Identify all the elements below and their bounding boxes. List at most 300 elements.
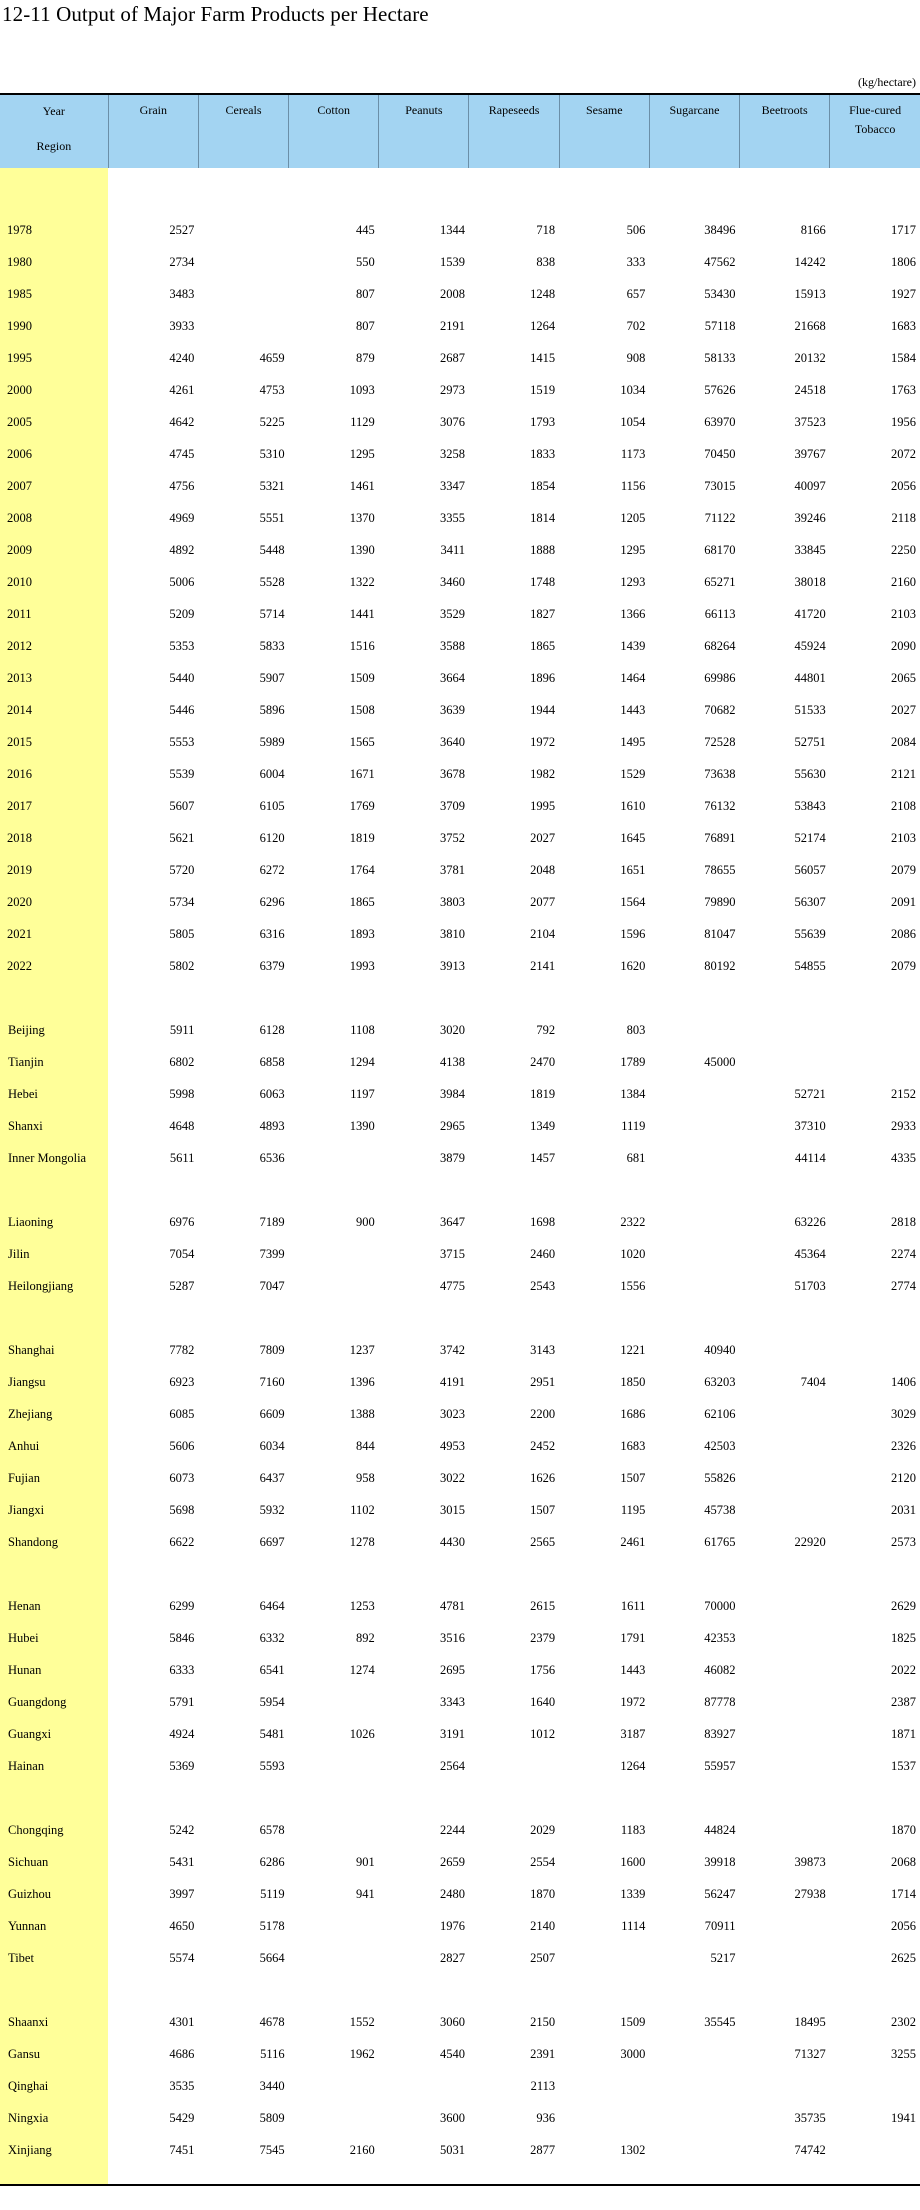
table-row (0, 1334, 920, 1366)
spacer-cell (830, 168, 920, 214)
value-cell (740, 1462, 830, 1494)
spacer-cell (379, 168, 469, 214)
value-cell: 3029 (891, 1406, 916, 1421)
value-cell: 1205 (620, 510, 646, 525)
value-cell (740, 1942, 830, 1974)
value-cell: 2029 (530, 1822, 556, 1837)
value-cell: 792 (536, 1022, 556, 1037)
column-header-peanuts: Peanuts (379, 95, 469, 168)
value-cell: 2072 (891, 446, 916, 461)
value-cell: 4969 (169, 510, 195, 525)
value-cell (740, 1910, 830, 1942)
value-cell: 6105 (259, 798, 285, 813)
value-cell (559, 2102, 649, 2134)
spacer-cell (469, 1558, 559, 1590)
spacer-cell (830, 1782, 920, 1814)
region-label: Hunan (0, 1654, 108, 1686)
value-cell: 2091 (891, 894, 916, 909)
table-row (0, 246, 920, 278)
value-cell: 81047 (704, 926, 736, 941)
value-cell: 2460 (530, 1246, 556, 1261)
value-cell: 2322 (620, 1214, 646, 1229)
spacer-cell (649, 1782, 739, 1814)
value-cell: 2191 (439, 318, 465, 333)
table-row (0, 1526, 920, 1558)
region-label: Jilin (0, 1238, 108, 1270)
value-cell: 76891 (704, 830, 736, 845)
value-cell: 2302 (891, 2014, 916, 2029)
table-row (0, 2134, 920, 2166)
value-cell: 2573 (891, 1534, 916, 1549)
table-row (0, 534, 920, 566)
region-label: Guangxi (0, 1718, 108, 1750)
value-cell: 3516 (439, 1630, 465, 1645)
value-cell: 3715 (439, 1246, 465, 1261)
region-label: Inner Mongolia (0, 1142, 108, 1174)
table-row (0, 342, 920, 374)
spacer-cell (0, 1302, 108, 1334)
value-cell: 5989 (259, 734, 285, 749)
table-row (0, 1110, 920, 1142)
value-cell: 5714 (259, 606, 285, 621)
year-label: 2015 (0, 726, 108, 758)
spacer-cell (379, 1558, 469, 1590)
value-cell: 4893 (259, 1118, 285, 1133)
table-row (0, 1270, 920, 1302)
value-cell: 1756 (530, 1662, 556, 1677)
value-cell: 1388 (349, 1406, 375, 1421)
value-cell: 65271 (704, 574, 736, 589)
value-cell (740, 1654, 830, 1686)
value-cell: 3664 (439, 670, 465, 685)
value-cell: 62106 (704, 1406, 736, 1421)
value-cell: 1539 (439, 254, 465, 269)
value-cell: 5911 (169, 1022, 195, 1037)
value-cell: 3483 (169, 286, 195, 301)
value-cell: 1173 (620, 446, 646, 461)
table-row (0, 438, 920, 470)
value-cell: 6609 (259, 1406, 285, 1421)
value-cell: 5431 (169, 1854, 195, 1869)
value-cell: 6128 (259, 1022, 285, 1037)
value-cell: 5791 (169, 1694, 195, 1709)
value-cell: 15913 (794, 286, 826, 301)
value-cell: 3076 (439, 414, 465, 429)
value-cell (289, 1142, 379, 1174)
value-cell: 901 (356, 1854, 375, 1869)
value-cell: 1537 (891, 1758, 916, 1773)
value-cell: 1108 (350, 1022, 375, 1037)
value-cell: 958 (356, 1470, 375, 1485)
table-row (0, 278, 920, 310)
value-cell: 2951 (530, 1374, 556, 1389)
value-cell: 1507 (620, 1470, 646, 1485)
value-cell: 1564 (620, 894, 646, 909)
spacer-cell (289, 1974, 379, 2006)
table-row (0, 1142, 920, 1174)
value-cell: 445 (356, 222, 375, 237)
spacer-cell (108, 1974, 198, 2006)
value-cell: 71327 (794, 2046, 826, 2061)
value-cell: 7054 (169, 1246, 195, 1261)
value-cell (289, 1686, 379, 1718)
value-cell: 39918 (704, 1854, 736, 1869)
value-cell: 21668 (794, 318, 826, 333)
value-cell: 1020 (620, 1246, 646, 1261)
value-cell: 6858 (259, 1054, 285, 1069)
value-cell: 1221 (620, 1342, 646, 1357)
value-cell: 40097 (794, 478, 826, 493)
value-cell: 1390 (349, 1118, 375, 1133)
spacer-cell (469, 1302, 559, 1334)
year-label: 2014 (0, 694, 108, 726)
value-cell: 2086 (891, 926, 916, 941)
year-label: 2005 (0, 406, 108, 438)
value-cell: 908 (626, 350, 646, 365)
value-cell: 1509 (349, 670, 375, 685)
value-cell: 6622 (169, 1534, 195, 1549)
value-cell: 73015 (704, 478, 736, 493)
value-cell: 2480 (439, 1886, 465, 1901)
spacer-cell (649, 1974, 739, 2006)
value-cell: 3529 (439, 606, 465, 621)
spacer-cell (0, 1974, 108, 2006)
value-cell: 5225 (259, 414, 285, 429)
table-row (0, 566, 920, 598)
value-cell (198, 278, 288, 310)
value-cell: 2108 (891, 798, 916, 813)
spacer-cell (740, 168, 830, 214)
value-cell: 2391 (530, 2046, 556, 2061)
value-cell: 4781 (439, 1598, 465, 1613)
table-row (0, 1430, 920, 1462)
spacer-cell (469, 2166, 559, 2184)
table-row (0, 2102, 920, 2134)
table-row (0, 790, 920, 822)
value-cell: 3984 (439, 1086, 465, 1101)
value-cell: 1671 (349, 766, 375, 781)
year-label: 2016 (0, 758, 108, 790)
table-row (0, 1462, 920, 1494)
spacer-row (0, 1974, 920, 2006)
value-cell: 7189 (259, 1214, 285, 1229)
value-cell: 3639 (439, 702, 465, 717)
value-cell: 2160 (349, 2142, 375, 2157)
value-cell: 6286 (259, 1854, 285, 1869)
region-label: Shanghai (0, 1334, 108, 1366)
value-cell (198, 246, 288, 278)
table-row (0, 1590, 920, 1622)
value-cell: 1443 (620, 1662, 646, 1677)
value-cell: 2031 (891, 1502, 916, 1517)
value-cell: 44801 (794, 670, 826, 685)
value-cell: 6923 (169, 1374, 195, 1389)
value-cell: 4924 (169, 1726, 195, 1741)
value-cell (740, 1494, 830, 1526)
value-cell: 51533 (794, 702, 826, 717)
value-cell: 3803 (439, 894, 465, 909)
value-cell: 3460 (439, 574, 465, 589)
value-cell: 1034 (620, 382, 646, 397)
value-cell: 4686 (169, 2046, 195, 2061)
year-label: 1990 (0, 310, 108, 342)
value-cell: 1461 (349, 478, 375, 493)
value-cell: 39873 (794, 1854, 826, 1869)
value-cell: 57118 (704, 318, 736, 333)
region-label: Chongqing (0, 1814, 108, 1846)
spacer-cell (469, 1782, 559, 1814)
value-cell (830, 2070, 920, 2102)
value-cell: 5369 (169, 1758, 195, 1773)
spacer-cell (379, 2166, 469, 2184)
spacer-row (0, 1558, 920, 1590)
value-cell: 6063 (259, 1086, 285, 1101)
spacer-cell (469, 1974, 559, 2006)
value-cell: 55630 (794, 766, 826, 781)
value-cell: 4659 (259, 350, 285, 365)
spacer-cell (830, 1302, 920, 1334)
value-cell: 2027 (891, 702, 916, 717)
value-cell: 1972 (620, 1694, 646, 1709)
value-cell: 2150 (530, 2014, 556, 2029)
spacer-cell (740, 982, 830, 1014)
table-row (0, 854, 920, 886)
value-cell (289, 1750, 379, 1782)
value-cell: 6034 (259, 1438, 285, 1453)
value-cell: 3143 (530, 1342, 556, 1357)
value-cell: 22920 (794, 1534, 826, 1549)
value-cell: 1927 (891, 286, 916, 301)
spacer-cell (559, 2166, 649, 2184)
value-cell: 3678 (439, 766, 465, 781)
value-cell: 78655 (704, 862, 736, 877)
value-cell: 3022 (439, 1470, 465, 1485)
value-cell: 5611 (169, 1150, 195, 1165)
value-cell: 5217 (710, 1950, 736, 1965)
value-cell: 2933 (891, 1118, 916, 1133)
value-cell: 1854 (530, 478, 556, 493)
value-cell: 5805 (169, 926, 195, 941)
spacer-cell (289, 1558, 379, 1590)
table-row (0, 598, 920, 630)
value-cell: 70000 (704, 1598, 736, 1613)
value-cell: 4753 (259, 382, 285, 397)
table-row (0, 470, 920, 502)
value-cell: 55957 (704, 1758, 736, 1773)
value-cell: 2527 (169, 222, 195, 237)
table-row (0, 1206, 920, 1238)
value-cell: 2250 (891, 542, 916, 557)
value-cell (289, 1238, 379, 1270)
spacer-cell (0, 982, 108, 1014)
value-cell: 803 (626, 1022, 646, 1037)
value-cell: 3879 (439, 1150, 465, 1165)
value-cell: 3343 (439, 1694, 465, 1709)
value-cell: 1941 (891, 2110, 916, 2125)
table-row (0, 374, 920, 406)
table-row (0, 2038, 920, 2070)
spacer-cell (559, 168, 649, 214)
value-cell: 1791 (620, 1630, 646, 1645)
value-cell: 2152 (891, 1086, 916, 1101)
region-header: Region (36, 139, 72, 153)
value-cell: 2068 (891, 1854, 916, 1869)
value-cell: 6464 (259, 1598, 285, 1613)
value-cell (559, 1942, 649, 1974)
value-cell: 892 (356, 1630, 375, 1645)
value-cell: 1396 (349, 1374, 375, 1389)
spacer-cell (740, 2166, 830, 2184)
value-cell: 1596 (620, 926, 646, 941)
value-cell: 3781 (439, 862, 465, 877)
value-cell: 70682 (704, 702, 736, 717)
spacer-cell (198, 1558, 288, 1590)
value-cell: 3355 (439, 510, 465, 525)
value-cell: 39767 (794, 446, 826, 461)
spacer-cell (559, 1782, 649, 1814)
value-cell: 45924 (794, 638, 826, 653)
value-cell: 7404 (800, 1374, 826, 1389)
value-cell: 80192 (704, 958, 736, 973)
value-cell: 333 (626, 254, 646, 269)
value-cell: 1516 (349, 638, 375, 653)
value-cell: 5448 (259, 542, 285, 557)
value-cell: 5321 (259, 478, 285, 493)
year-label: 2012 (0, 630, 108, 662)
value-cell: 1686 (620, 1406, 646, 1421)
table-row (0, 2006, 920, 2038)
value-cell: 39246 (794, 510, 826, 525)
value-cell: 2965 (439, 1118, 465, 1133)
value-cell: 3411 (440, 542, 465, 557)
value-cell: 1806 (891, 254, 916, 269)
table-row (0, 758, 920, 790)
value-cell: 35545 (704, 2014, 736, 2029)
value-cell: 14242 (794, 254, 826, 269)
spacer-cell (198, 1302, 288, 1334)
value-cell: 1129 (350, 414, 375, 429)
value-cell: 61765 (704, 1534, 736, 1549)
unit-label: (kg/hectare) (858, 75, 916, 89)
value-cell: 4642 (169, 414, 195, 429)
value-cell (649, 2134, 739, 2166)
value-cell: 5593 (259, 1758, 285, 1773)
value-cell (740, 1398, 830, 1430)
spacer-row (0, 982, 920, 1014)
region-label: Hainan (0, 1750, 108, 1782)
spacer-cell (559, 1558, 649, 1590)
value-cell: 1865 (349, 894, 375, 909)
value-cell: 4775 (439, 1278, 465, 1293)
spacer-cell (649, 168, 739, 214)
value-cell: 657 (626, 286, 646, 301)
spacer-cell (108, 1782, 198, 1814)
spacer-cell (0, 1782, 108, 1814)
value-cell: 2104 (530, 926, 556, 941)
value-cell: 1439 (620, 638, 646, 653)
value-cell: 83927 (704, 1726, 736, 1741)
value-cell: 6299 (169, 1598, 195, 1613)
table-row (0, 1046, 920, 1078)
value-cell: 33845 (794, 542, 826, 557)
value-cell: 4430 (439, 1534, 465, 1549)
value-cell: 1976 (439, 1918, 465, 1933)
spacer-cell (830, 2166, 920, 2184)
value-cell: 42353 (704, 1630, 736, 1645)
region-label: Beijing (0, 1014, 108, 1046)
value-cell: 45000 (704, 1054, 736, 1069)
value-cell: 45738 (704, 1502, 736, 1517)
value-cell (740, 1430, 830, 1462)
value-cell: 5429 (169, 2110, 195, 2125)
value-cell: 1962 (349, 2046, 375, 2061)
year-label: 1995 (0, 342, 108, 374)
value-cell: 3191 (439, 1726, 465, 1741)
value-cell: 1565 (349, 734, 375, 749)
value-cell (740, 1750, 830, 1782)
value-cell: 3440 (259, 2078, 285, 2093)
value-cell: 69986 (704, 670, 736, 685)
value-cell: 5574 (169, 1950, 195, 1965)
value-cell: 6333 (169, 1662, 195, 1677)
value-cell: 2079 (891, 862, 916, 877)
value-cell (649, 1110, 739, 1142)
spacer-cell (379, 1782, 469, 1814)
table-row (0, 1686, 920, 1718)
value-cell: 2629 (891, 1598, 916, 1613)
region-label: Tianjin (0, 1046, 108, 1078)
spacer-cell (740, 1302, 830, 1334)
value-cell: 2818 (891, 1214, 916, 1229)
value-cell: 1833 (530, 446, 556, 461)
spacer-row (0, 2166, 920, 2184)
value-cell: 3933 (169, 318, 195, 333)
value-cell (289, 1942, 379, 1974)
value-cell: 3709 (439, 798, 465, 813)
value-cell: 2687 (439, 350, 465, 365)
value-cell: 1026 (349, 1726, 375, 1741)
value-cell: 1748 (530, 574, 556, 589)
value-cell: 1814 (530, 510, 556, 525)
value-cell: 3640 (439, 734, 465, 749)
region-label: Jiangxi (0, 1494, 108, 1526)
region-label: Shanxi (0, 1110, 108, 1142)
region-label: Hubei (0, 1622, 108, 1654)
table-row (0, 1750, 920, 1782)
value-cell: 6697 (259, 1534, 285, 1549)
value-cell (830, 1334, 920, 1366)
value-cell: 1611 (620, 1598, 646, 1613)
value-cell: 4191 (439, 1374, 465, 1389)
value-cell: 1457 (530, 1150, 556, 1165)
region-label: Shaanxi (0, 2006, 108, 2038)
value-cell: 7047 (259, 1278, 285, 1293)
value-cell: 1793 (530, 414, 556, 429)
table-row (0, 214, 920, 246)
value-cell: 3015 (439, 1502, 465, 1517)
value-cell: 6296 (259, 894, 285, 909)
value-cell (289, 1814, 379, 1846)
region-label: Henan (0, 1590, 108, 1622)
value-cell: 37523 (794, 414, 826, 429)
value-cell: 4261 (169, 382, 195, 397)
table-row (0, 726, 920, 758)
value-cell (740, 1686, 830, 1718)
value-cell: 2113 (530, 2078, 556, 2093)
value-cell (559, 2070, 649, 2102)
value-cell: 54855 (794, 958, 826, 973)
value-cell: 4650 (169, 1918, 195, 1933)
